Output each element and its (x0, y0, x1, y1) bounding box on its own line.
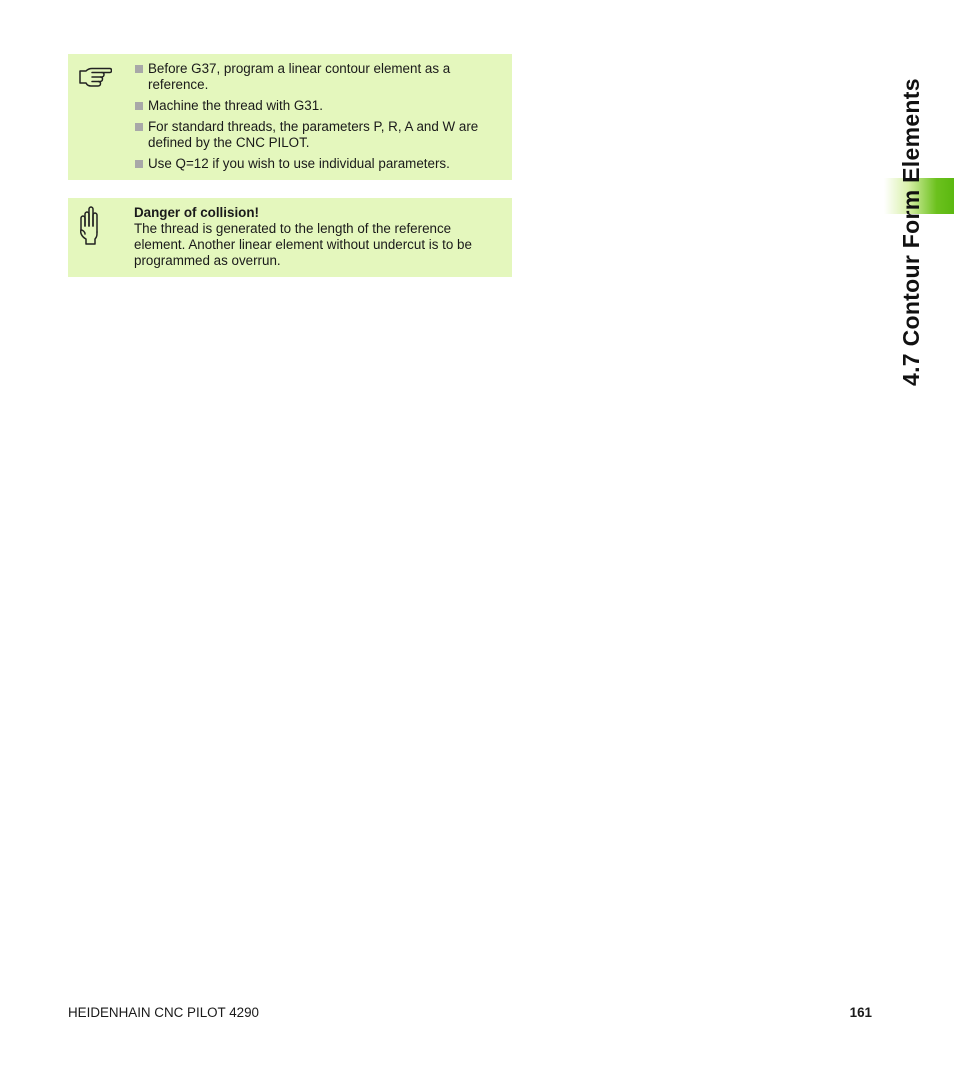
note-list (134, 61, 506, 177)
pointing-hand-icon (78, 62, 112, 88)
list-item: Machine the thread with G31. (134, 98, 506, 114)
page-number: 161 (849, 1005, 872, 1020)
list-item: Use Q=12 if you wish to use individual parameters. (134, 156, 506, 172)
footer-product: HEIDENHAIN CNC PILOT 4290 (68, 1005, 259, 1020)
warning-title: Danger of collision! (134, 205, 259, 220)
list-item: For standard threads, the parameters P, R, A and W are defined by the CNC PILOT. (134, 119, 506, 151)
raised-hand-icon (76, 206, 102, 246)
warning-text: The thread is generated to the length of the reference element. Another linear element without undercut is to be programmed as overrun. (134, 221, 472, 268)
list-item: Before G37, program a linear contour element as a reference. (134, 61, 506, 93)
note-box (68, 54, 512, 180)
warning-box (68, 198, 512, 277)
chapter-title: 4.7 Contour Form Elements (898, 78, 924, 386)
